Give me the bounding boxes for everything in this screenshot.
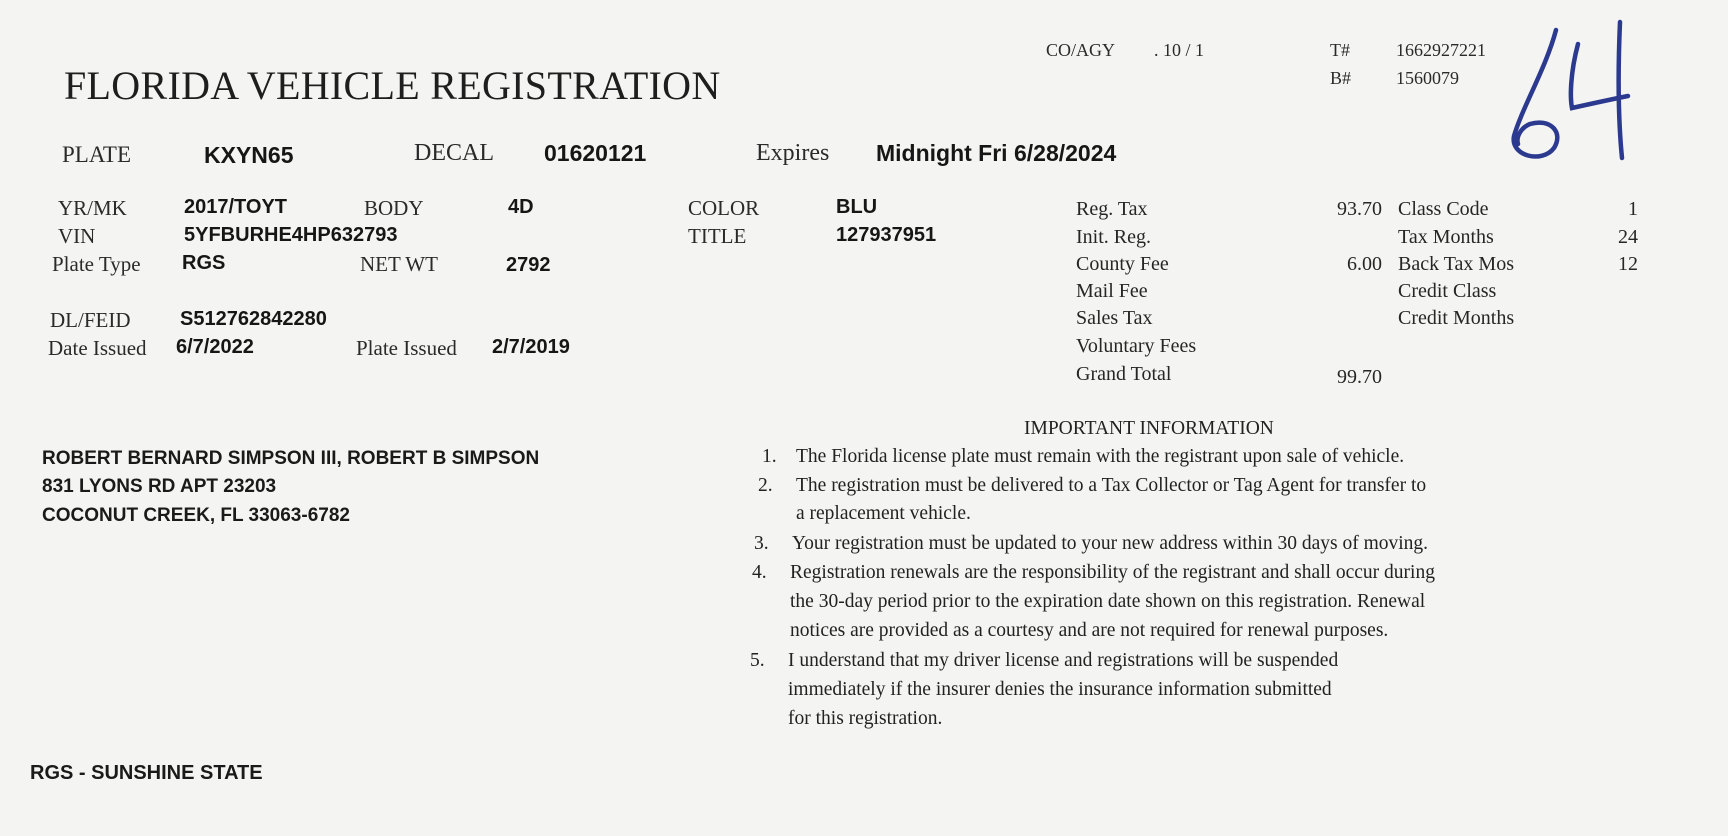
owner-address-line2: COCONUT CREEK, FL 33063-6782 [42, 505, 350, 526]
owner-address-line1: 831 LYONS RD APT 23203 [42, 476, 277, 497]
fee-label: Init. Reg. [1076, 226, 1151, 248]
info-item-number: 4. [752, 562, 767, 583]
title-value: 127937951 [836, 224, 937, 246]
plate-series: RGS - SUNSHINE STATE [30, 762, 263, 784]
plate-type-value: RGS [182, 252, 226, 274]
fee-label: Reg. Tax [1076, 198, 1148, 220]
info-item-number: 2. [758, 475, 773, 496]
date-issued-value: 6/7/2022 [176, 336, 254, 358]
fee-label: County Fee [1076, 253, 1169, 275]
class-info-value: 12 [1618, 253, 1638, 275]
vin-label: VIN [58, 224, 96, 248]
vin-value: 5YFBURHE4HP632793 [184, 224, 398, 246]
coagy-value: . 10 / 1 [1154, 40, 1205, 60]
coagy-label: CO/AGY [1046, 40, 1116, 60]
info-item-number: 1. [762, 446, 777, 467]
info-item-line: Your registration must be updated to your new address within 30 days of moving. [792, 533, 1429, 554]
info-item-line: I understand that my driver license and registrations will be suspended [788, 650, 1339, 671]
handwritten-annotation [1500, 8, 1640, 168]
fee-label: Sales Tax [1076, 307, 1153, 329]
net-wt-value: 2792 [506, 254, 551, 276]
info-item-line: the 30-day period prior to the expiration date shown on this registration. Renewal [790, 591, 1426, 612]
color-value: BLU [836, 196, 878, 218]
title-label: TITLE [688, 224, 747, 248]
class-info-label: Credit Months [1398, 307, 1515, 329]
t-number-value: 1662927221 [1396, 40, 1486, 60]
plate-issued-label: Plate Issued [356, 336, 457, 360]
decal-value: 01620121 [544, 140, 647, 166]
info-item-line: Registration renewals are the responsibility of the registrant and shall occur during [790, 562, 1435, 583]
plate-label: PLATE [62, 142, 131, 167]
info-item-line: for this registration. [788, 708, 943, 729]
plate-type-label: Plate Type [52, 252, 141, 276]
b-number-value: 1560079 [1396, 68, 1459, 88]
info-item-number: 5. [750, 650, 765, 671]
class-info-value: 1 [1628, 198, 1638, 220]
fee-amount: 99.70 [1337, 366, 1382, 388]
info-item-line: The Florida license plate must remain with the registrant upon sale of vehicle. [796, 446, 1405, 467]
yrmk-label: YR/MK [58, 196, 127, 220]
body-label: BODY [364, 196, 424, 220]
plate-value: KXYN65 [204, 142, 294, 168]
t-number-label: T# [1330, 40, 1350, 60]
fee-label: Mail Fee [1076, 280, 1148, 302]
b-number-label: B# [1330, 68, 1352, 88]
document-title: FLORIDA VEHICLE REGISTRATION [64, 63, 721, 108]
decal-label: DECAL [414, 140, 494, 166]
class-info-value: 24 [1618, 226, 1638, 248]
info-item-line: The registration must be delivered to a Tax Collector or Tag Agent for transfer to [796, 475, 1427, 496]
class-info-label: Credit Class [1398, 280, 1497, 302]
class-info-label: Class Code [1398, 198, 1489, 220]
yrmk-value: 2017/TOYT [184, 196, 288, 218]
dl-feid-label: DL/FEID [50, 308, 131, 332]
class-info-label: Back Tax Mos [1398, 253, 1514, 275]
dl-feid-value: S512762842280 [180, 308, 327, 330]
fee-label: Grand Total [1076, 363, 1172, 385]
body-value: 4D [508, 196, 534, 218]
plate-issued-value: 2/7/2019 [492, 336, 570, 358]
info-item-number: 3. [754, 533, 769, 554]
fee-amount: 6.00 [1347, 253, 1382, 275]
color-label: COLOR [688, 196, 760, 220]
info-item-line: immediately if the insurer denies the insurance information submitted [788, 679, 1332, 700]
expires-label: Expires [756, 140, 830, 166]
important-info-heading: IMPORTANT INFORMATION [1024, 418, 1274, 439]
fee-label: Voluntary Fees [1076, 335, 1197, 357]
info-item-line: a replacement vehicle. [796, 503, 971, 524]
net-wt-label: NET WT [360, 252, 438, 276]
class-info-label: Tax Months [1398, 226, 1494, 248]
owner-name: ROBERT BERNARD SIMPSON III, ROBERT B SIMPSON [42, 448, 540, 469]
fee-amount: 93.70 [1337, 198, 1382, 220]
expires-value: Midnight Fri 6/28/2024 [876, 140, 1117, 166]
date-issued-label: Date Issued [48, 336, 147, 360]
info-item-line: notices are provided as a courtesy and are not required for renewal purposes. [790, 620, 1389, 641]
